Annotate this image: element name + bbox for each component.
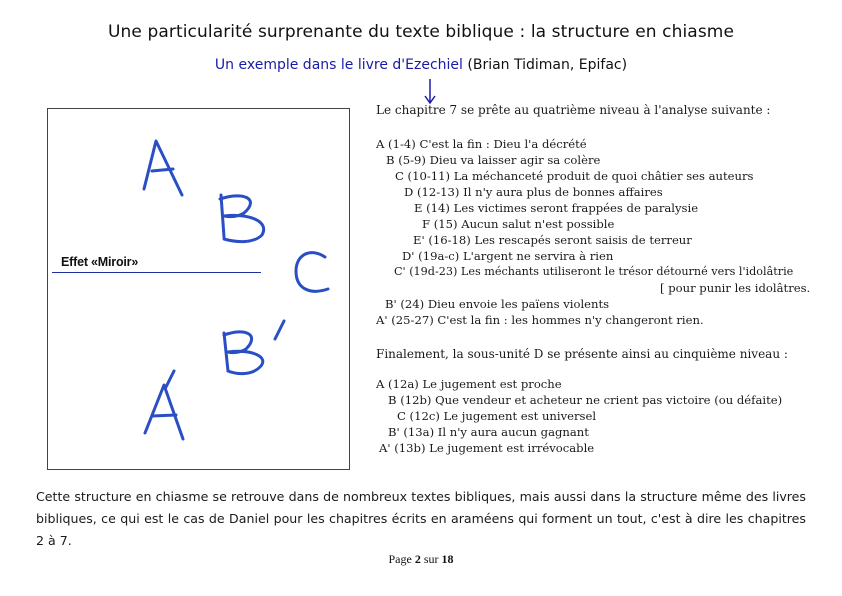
chiasm-item-f: F (15) Aucun salut n'est possible: [422, 217, 615, 231]
handwritten-letter-c: [296, 253, 328, 292]
handwritten-letters: [48, 109, 351, 471]
excerpt-intro: Le chapitre 7 se prête au quatrième niveau à l'analyse suivante :: [376, 103, 771, 117]
subtitle-attribution: (Brian Tidiman, Epifac): [462, 57, 628, 73]
chiasm-item-c-prime-cont: [ pour punir les idolâtres.: [660, 281, 811, 295]
page-title: Une particularité surprenante du texte biblique : la structure en chiasme: [107, 22, 734, 42]
mirror-divider-line: [52, 272, 261, 273]
page-footer: [0, 552, 842, 567]
handwritten-letter-a: [144, 141, 182, 195]
scanned-excerpt: [376, 103, 816, 463]
chiasm-item-b: B (5-9) Dieu va laisser agir sa colère: [386, 153, 601, 167]
handwritten-letter-b: [220, 195, 264, 242]
chiasm-item-a-prime: A' (25-27) C'est la fin : les hommes n'y changeront rien.: [376, 313, 704, 327]
footer-middle: sur: [420, 552, 442, 566]
mirror-effect-label: Effet «Miroir»: [61, 255, 139, 269]
total-pages: 18: [441, 552, 454, 566]
handwritten-letter-a-prime: [145, 371, 183, 439]
excerpt-intro-2: Finalement, la sous-unité D se présente ainsi au cinquième niveau :: [376, 347, 788, 361]
subunit-item-a: A (12a) Le jugement est proche: [376, 377, 562, 391]
handwritten-letter-b-prime: [224, 321, 284, 374]
subunit-item-b: B (12b) Que vendeur et acheteur ne crient pas victoire (ou défaite): [388, 393, 783, 407]
subtitle-highlight: Un exemple dans le livre d'Ezechiel: [214, 57, 463, 73]
subunit-item-b-prime: B' (13a) Il n'y aura aucun gagnant: [388, 425, 589, 439]
footer-prefix: Page: [388, 552, 415, 566]
subunit-item-c: C (12c) Le jugement est universel: [397, 409, 597, 423]
chiasm-item-a: A (1-4) C'est la fin : Dieu l'a décrété: [376, 137, 587, 151]
chiasm-item-e: E (14) Les victimes seront frappées de paralysie: [414, 201, 699, 215]
chiasm-item-c-prime: C' (19d-23) Les méchants utiliseront le trésor détourné vers l'idolâtrie: [394, 265, 794, 278]
subunit-item-a-prime: A' (13b) Le jugement est irrévocable: [379, 441, 595, 455]
down-arrow-icon: [423, 78, 437, 106]
chiasm-item-d: D (12-13) Il n'y aura plus de bonnes affaires: [404, 185, 663, 199]
handwritten-chiasm-diagram: [47, 108, 350, 470]
chiasm-item-c: C (10-11) La méchanceté produit de quoi châtier ses auteurs: [395, 169, 754, 183]
page-subtitle: [0, 57, 842, 73]
current-page-number: 2: [414, 552, 421, 566]
chiasm-item-d-prime: D' (19a-c) L'argent ne servira à rien: [402, 249, 614, 263]
body-paragraph: Cette structure en chiasme se retrouve dans de nombreux textes bibliques, mais aussi dans la structure même des livres bibliques, ce qui est le cas de Daniel pour les chapitres écrits en araméens qui forment un tout, c'est à dire les chapitres 2 à 7.: [36, 489, 806, 548]
chiasm-item-e-prime: E' (16-18) Les rescapés seront saisis de terreur: [413, 233, 692, 247]
chiasm-item-b-prime: B' (24) Dieu envoie les païens violents: [385, 297, 610, 311]
